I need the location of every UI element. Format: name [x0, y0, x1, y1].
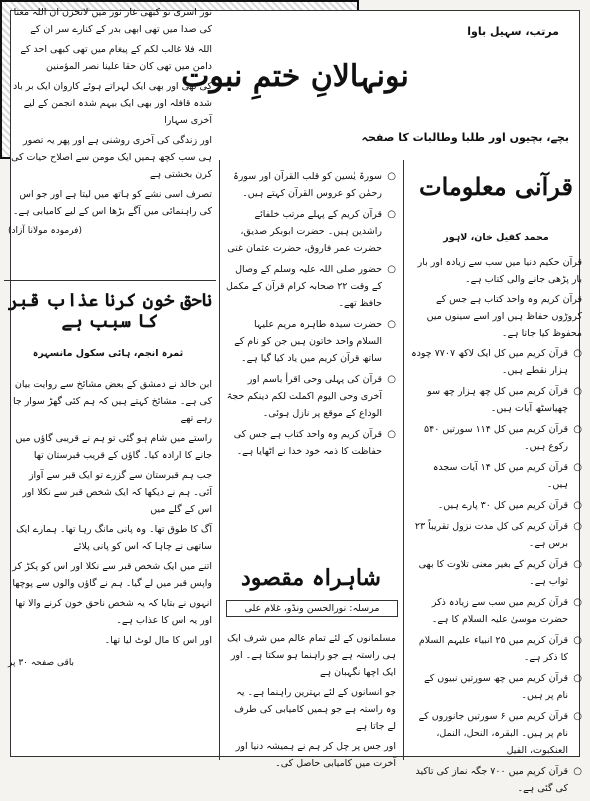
attribution: (فرمودہ مولانا آزاد) — [8, 226, 82, 236]
middle-article-credit: مرسلہ: نورالحسن ونڈو، غلام علی — [226, 600, 398, 617]
list-item: ○ قرآن کریم میں کل ۳۰ پارے ہیں۔ — [410, 497, 582, 514]
column-rule — [219, 160, 220, 760]
list-item: ○ قرآن کریم میں چھ سورتیں نبیوں کے نام پر ہیں۔ — [410, 670, 582, 704]
paragraph: اتنے میں ایک شخص قبر سے نکلا اور اس کو پکڑ کر واپس قبر میں لے گیا۔ ہم نے گاؤں والوں سے پوچھا — [12, 561, 212, 589]
right-column — [406, 254, 586, 801]
paragraph: اور جس پر چل کر ہم نے ہمیشہ دنیا اور آخرت میں کامیابی حاصل کی۔ — [235, 741, 396, 769]
list-item: ○ قرآن کریم میں ۶ سورتیں جانوروں کے نام پر ہیں۔ البقرہ، النحل، النمل، العنکبوت، الفیل — [410, 708, 582, 759]
list-item: ○ حضرت سیدہ طاہرہ مریم علیہا السلام واحد خاتون ہیں جن کو نام کے ساتھ قرآن کریم میں یاد کیا گیا ہے۔ — [226, 316, 396, 367]
paragraph: جب ہم قبرستان سے گزرے تو ایک قبر سے آواز آئی۔ ہم نے دیکھا کہ ایک شخص قبر سے نکلا اور اس کے گلے میں — [22, 470, 212, 515]
paragraph: کی تھی اور بھی ایک لہراتے ہوئے کاروان ایک بر باد شدہ قافلہ اور بھی ایک بیہم شدہ انجمن کے لیے آخری سہارا — [12, 81, 212, 126]
list-item: ○ حضور صلی اللہ علیہ وسلم کے وصال کے وقت ۲۲ صحابہ کرام قرآن کے مکمل حافظ تھے۔ — [226, 261, 396, 312]
right-article-heading: قرآنی معلومات — [419, 172, 573, 201]
paragraph: انہوں نے بتایا کہ یہ شخص ناحق خون کرنے والا تھا اور یہ اس کا عذاب ہے۔ — [15, 598, 212, 626]
list-item: ○ قرآن کریم میں کل ۱۴ آیات سجدہ ہیں۔ — [410, 459, 582, 493]
divider — [4, 280, 216, 281]
list-item: ○ قرآن کریم میں کل چھ ہزار چھ سو چھیاسٹھ آیات ہیں۔ — [410, 383, 582, 417]
banner-byline: مرتب، سہیل باوا — [467, 25, 559, 38]
list-item: ○ قرآن کریم میں کل ۱۱۴ سورتیں ۵۴۰ رکوع ہیں۔ — [410, 421, 582, 455]
paragraph: قرآن کریم وہ واحد کتاب ہے جس کے کروڑوں حفاظ ہیں اور اسے سینوں میں محفوظ کیا جاتا ہے۔ — [426, 294, 582, 339]
left-article-credit: ثمرہ انجم، ہائی سکول مانسہرہ — [32, 348, 184, 359]
left-top-column — [4, 4, 216, 243]
list-item: ○ قرآن کریم میں ۲۵ انبیاء علیہم السلام کا ذکر ہے۔ — [410, 632, 582, 666]
banner-subtitle: بچے، بچیوں اور طلبا وطالبات کا صفحہ — [361, 131, 569, 144]
list-item: ○ قرآن کریم میں کل ایک لاکھ ۷۷۰۷ چودہ ہزار نقطے ہیں۔ — [410, 345, 582, 379]
paragraph: اللہ فلا غالب لکم کے پیغام میں تھی کبھی احد کے دامن میں تھی کان حقا علینا نصر المؤمنین — [20, 44, 212, 72]
list-item: ○ قرآن کریم کی کل مدت نزول تقریباً ۲۳ برس ہے۔ — [410, 518, 582, 552]
paragraph: جو انسانوں کے لئے بہترین راہنما ہے۔ یہ وہ راستہ ہے جو ہمیں کامیابی کی طرف لے جاتا ہے — [234, 687, 396, 732]
left-bottom-column — [4, 376, 216, 675]
list-item: ○ قرآن کریم میں ۷۰۰ جگہ نماز کی تاکید کی گئی ہے۔ — [410, 763, 582, 797]
paragraph: مسلمانوں کے لئے تمام عالم میں شرف ایک ہی راستہ ہے جو راہنما ہو سکتا ہے۔ اور ایک اچھا نگہبان ہے — [227, 633, 396, 678]
right-article-credit: محمد کفیل خان، لاہور — [443, 232, 549, 243]
list-item: ○ قرآن کریم کے بغیر معنی تلاوت کا بھی ثواب ہے۔ — [410, 556, 582, 590]
paragraph: اور اس کا مال لوٹ لیا تھا۔ — [104, 635, 212, 646]
middle-article-heading: شاہراہ مقصود — [241, 565, 381, 591]
list-item: ○ سورۃ یٰسین کو قلب القرآن اور سورۃ رحمٰن کو عروس القرآن کہتے ہیں۔ — [226, 168, 396, 202]
list-item: ○ قرآن کریم میں سب سے زیادہ ذکر حضرت موسیٰ علیہ السلام کا ہے۔ — [410, 594, 582, 628]
paragraph: ابن خالد نے دمشق کے بعض مشائخ سے روایت بیان کی ہے۔ مشائخ کہتے ہیں کہ ہم کئی گھڑ سوار جا رہے تھے — [12, 379, 212, 424]
paragraph: راستے میں شام ہو گئی تو ہم نے قریبی گاؤں میں جانے کا ارادہ کیا۔ گاؤں کے قریب قبرستان تھا — [15, 433, 212, 461]
list-item: ○ قرآن کریم کے پہلے مرتب خلفائے راشدین ہیں۔ حضرت ابوبکر صدیق، حضرت عمر فاروق، حضرت عثمان غنی — [226, 206, 396, 257]
left-article-heading: ناحق خون کرنا عذاب قبر کا سبب ہے — [7, 290, 213, 332]
middle-bottom-column — [222, 630, 400, 775]
paragraph: قرآن حکیم دنیا میں سب سے زیادہ اور بار بار پڑھی جانے والی کتاب ہے۔ — [417, 257, 582, 285]
column-rule — [403, 160, 404, 760]
continued-note: باقی صفحہ ۳۰ پر — [8, 658, 75, 668]
quran-facts-list — [406, 345, 586, 797]
banner-title: نونہالانِ ختمِ نبوت — [181, 59, 409, 94]
paragraph: نور اسری تو کبھی غار ثور میں لاتحزن ان اللہ معنا کی صدا میں تھی ابھی بدر کے کنارے سر ان کے — [13, 7, 212, 35]
paragraph: تصرف اسی نشے کو ہاتھ میں لیتا ہے اور جو اس کی راہنمائی میں آگے بڑھا اس کے لیے کامیابی ہے۔ — [12, 189, 212, 217]
facts-list — [222, 168, 400, 460]
list-item: ○ قرآن کی پہلی وحی اقرأ باسم اور آخری وحی الیوم اکملت لکم دینکم حجۃ الوداع کے موقع پر نازل ہوئی۔ — [226, 371, 396, 422]
middle-top-column — [222, 168, 400, 464]
paragraph: اور زندگی کی آخری روشنی ہے اور پھر یہ تصور ہی سب کچھ ہمیں ایک مومن سے اصلاح حیات کی کرن بخشتی ہے — [11, 135, 212, 180]
paragraph: آگ کا طوق تھا۔ وہ پانی مانگ رہا تھا۔ ہمارے ایک ساتھی نے چاہا کہ اس کو پانی پلائے — [16, 524, 212, 552]
list-item: ○ قرآن کریم وہ واحد کتاب ہے جس کی حفاظت کا ذمہ خود خدا نے اٹھایا ہے۔ — [226, 426, 396, 460]
